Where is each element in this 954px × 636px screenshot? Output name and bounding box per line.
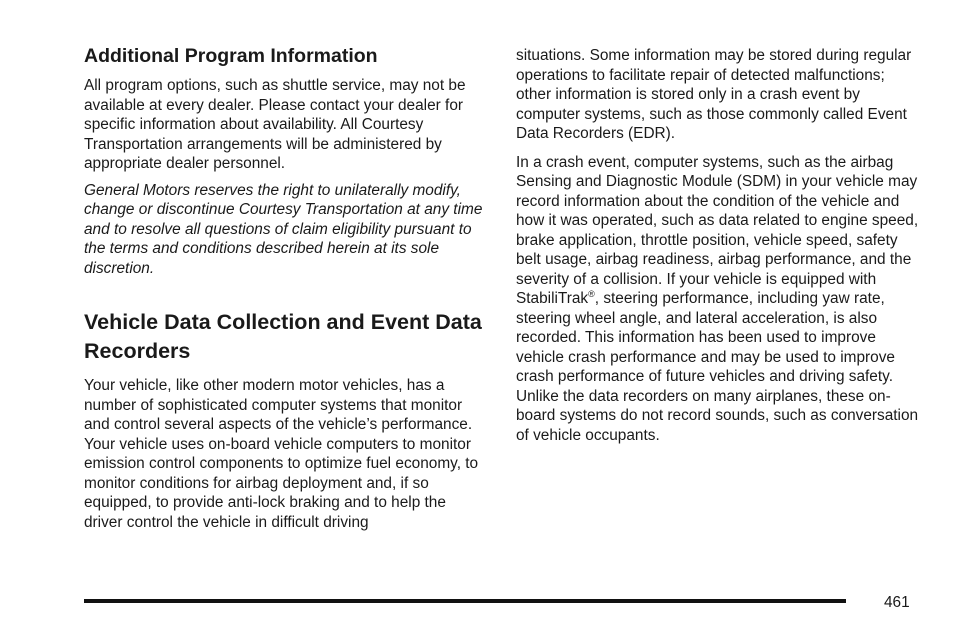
heading-additional-program-information: Additional Program Information: [84, 45, 378, 67]
crash-event-text-part-1: In a crash event, computer systems, such as the airbag Sensing and Diagnostic Module (SDM) in your vehicle may record information about the condition of the vehicle and how it was operated, such as data related to engine speed, brake application, throttle position, vehicle speed, safety belt usage, airbag readiness, airbag performance, and the severity of a collision. If your vehicle is equipped with StabiliTrak: [516, 153, 919, 307]
heading-vehicle-data-collection: Vehicle Data Collection and Event Data Recorders: [84, 310, 482, 363]
right-column: [516, 46, 920, 445]
paragraph-crash-event: [516, 153, 920, 446]
crash-event-text-part-2: , steering performance, including yaw rate, steering wheel angle, and lateral acceleration, is also recorded. This information has been used to improve vehicle crash performance and may be used to improve crash performance of future vehicles and driving safety. Unlike the data recorders on many airplanes, these on-board systems do not record sounds, such as conversation of vehicle occupants.: [516, 290, 919, 444]
registered-trademark-mark: ®: [588, 288, 595, 299]
left-column: [84, 44, 488, 532]
paragraph-gm-reserves-rights: General Motors reserves the right to unilaterally modify, change or discontinue Courtesy Transportation at any time and to resolve all questions of claim eligibility pursuant to the terms and conditions described herein at its sole discretion.: [84, 181, 483, 277]
paragraph-program-options: All program options, such as shuttle service, may not be available at every dealer. Please contact your dealer for specific information about availability. All Courtesy Transportation arrangements will be administered by appropriate dealer personnel.: [84, 77, 466, 172]
paragraph-vehicle-computers: Your vehicle, like other modern motor vehicles, has a number of sophisticated computer systems that monitor and control several aspects of the vehicle’s performance. Your vehicle uses on-board vehicle computers to monitor emission control components to optimize fuel economy, to monitor conditions for airbag deployment and, if so equipped, to provide anti-lock braking and to help the driver control the vehicle in difficult driving: [84, 377, 479, 531]
page-number: 461: [884, 594, 910, 611]
footer-rule: [84, 599, 846, 603]
paragraph-data-storage: situations. Some information may be stored during regular operations to facilitate repair of detected malfunctions; other information is stored only in a crash event by computer systems, such as those commonly called Event Data Recorders (EDR).: [516, 47, 912, 142]
